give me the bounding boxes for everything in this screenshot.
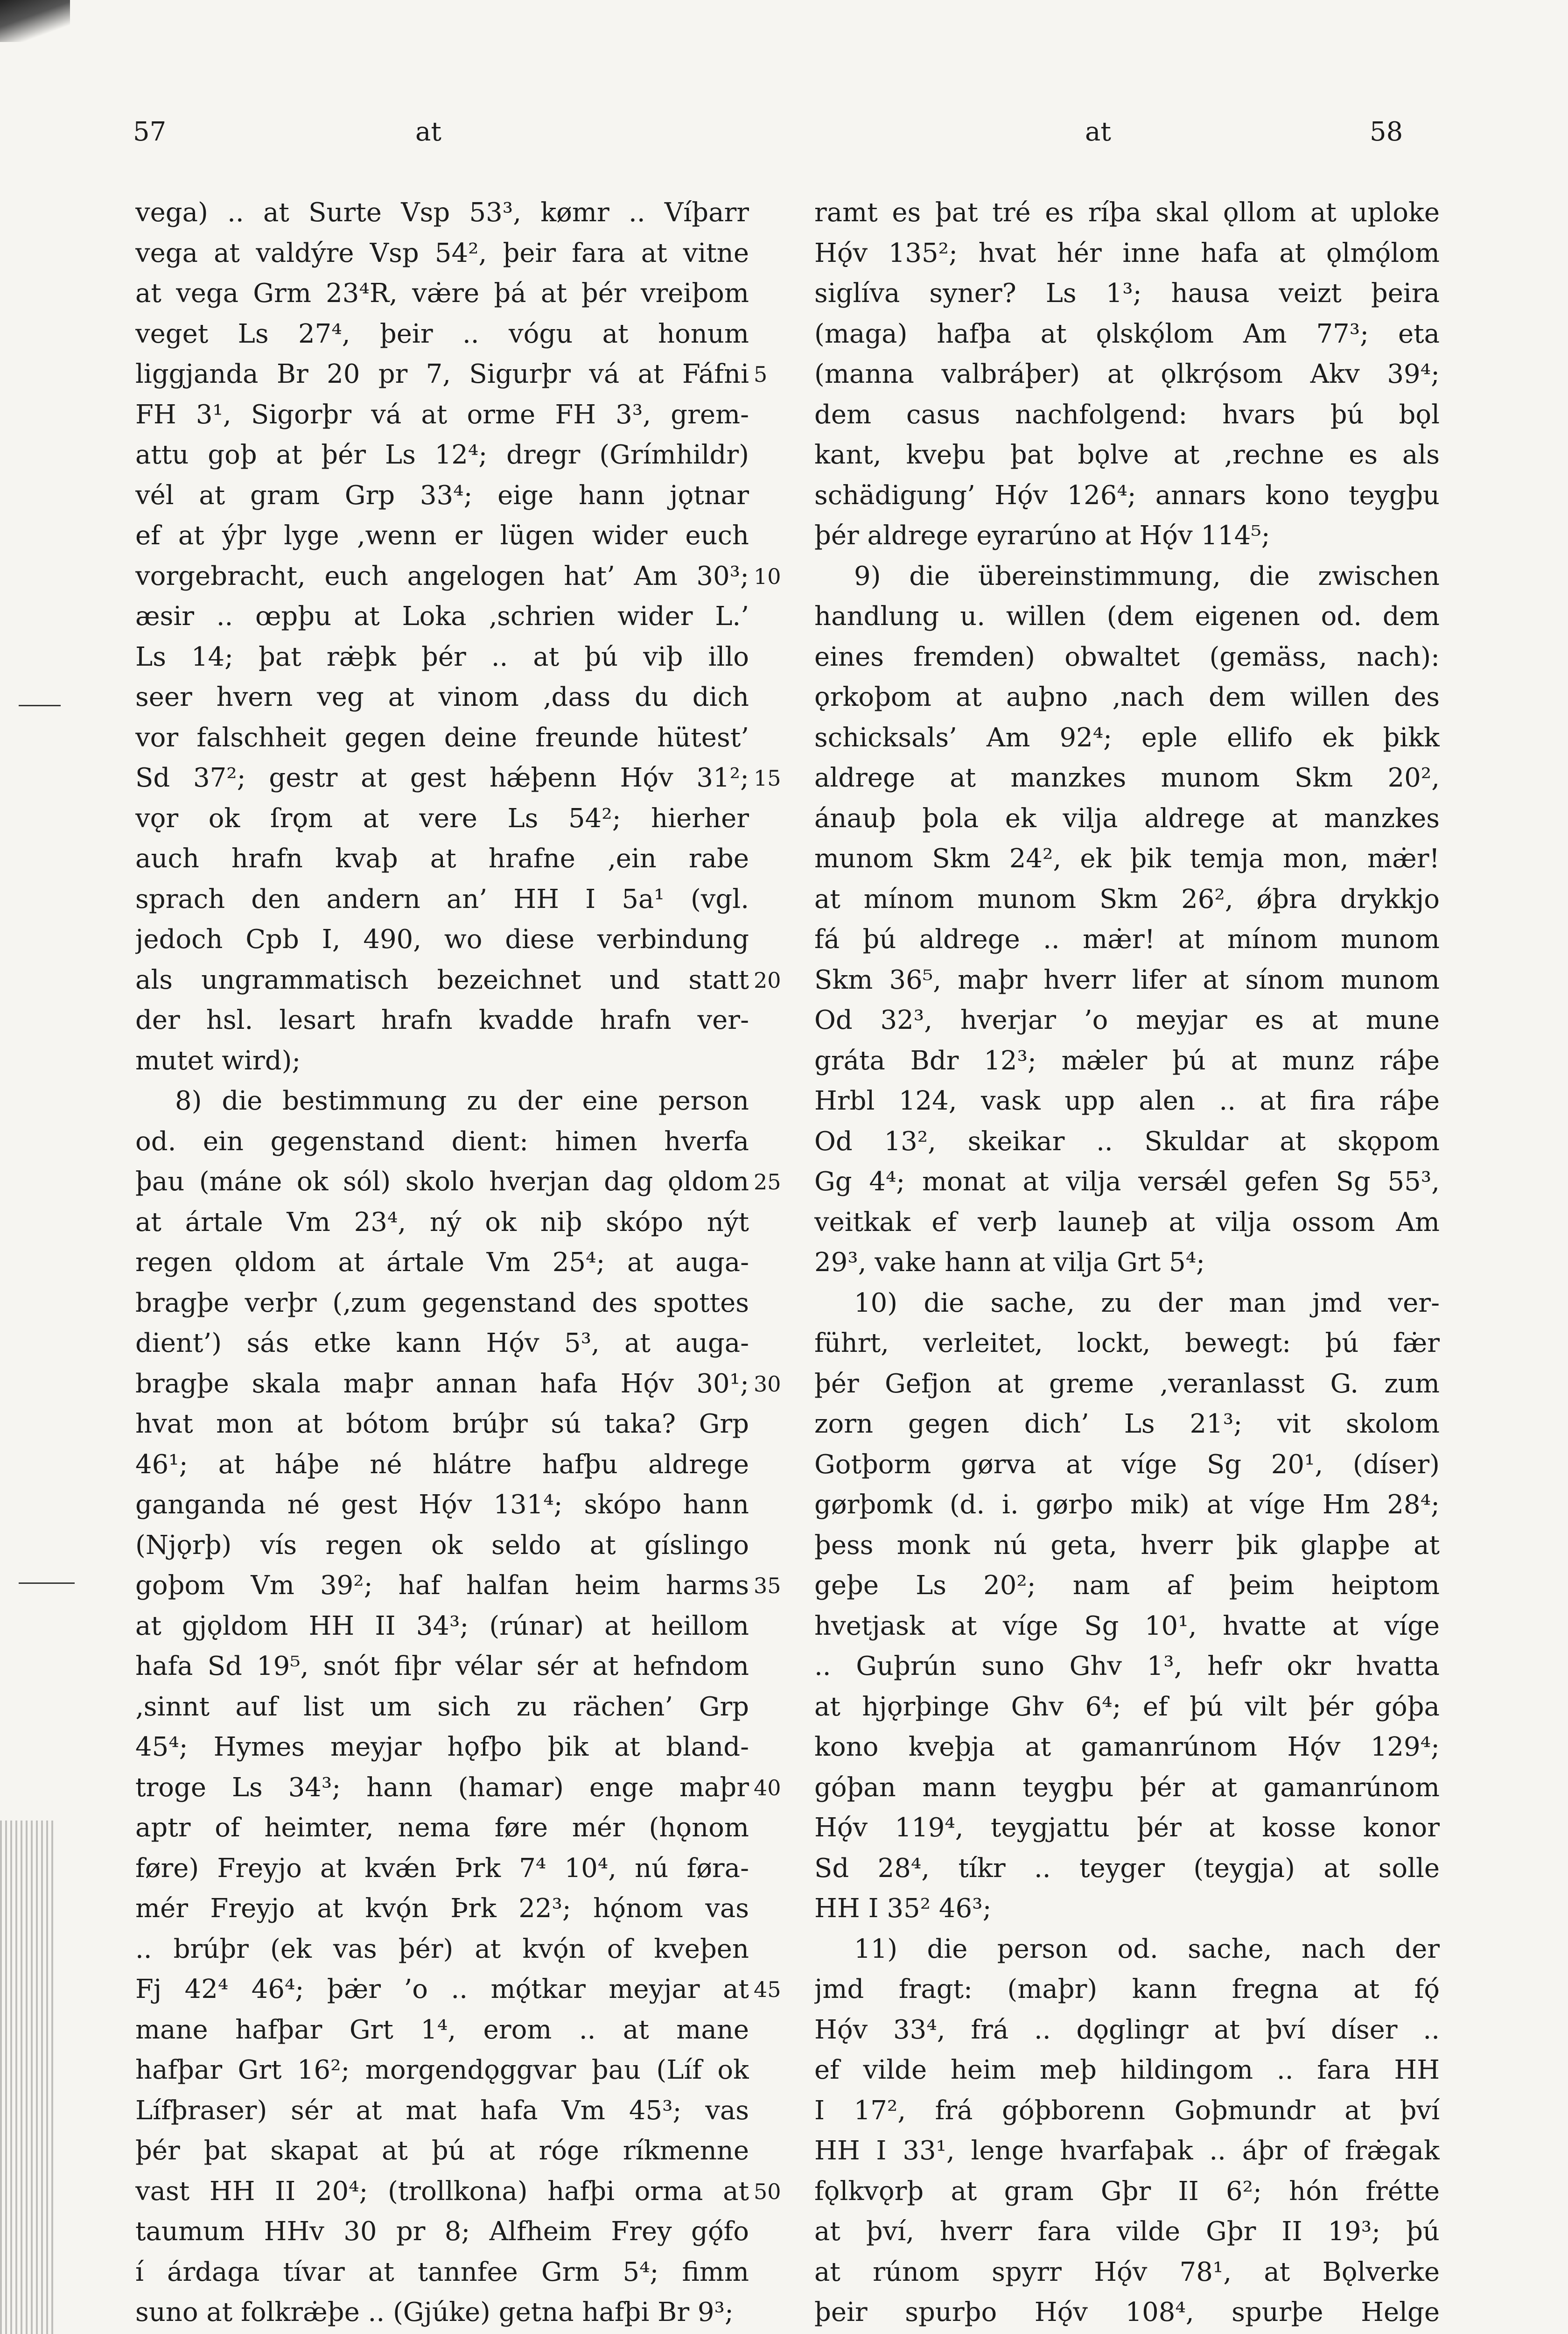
text-line: seer hvern veg at vinom ‚dass du dich [135, 682, 749, 712]
text-line: regen ǫldom at ártale Vm 25⁴; at auga- [135, 1247, 749, 1278]
margin-tick [19, 1582, 75, 1584]
text-line: ef vilde heim meþ hildingom .. fara HH [814, 2055, 1440, 2085]
headword-left: at [415, 117, 441, 147]
text-line: (maga) hafþa at ǫlskǫ́lom Am 77³; eta [814, 318, 1440, 349]
text-line: 8) die bestimmung zu der eine person [175, 1086, 749, 1116]
text-line: hafa Sd 19⁵, snót fiþr vélar sér at hefndom [135, 1651, 749, 1681]
text-line: at mínom munom Skm 26², ǿþra drykkjo [814, 884, 1440, 914]
line-number: 10 [754, 563, 781, 589]
text-line: hafþar Grt 16²; morgendǫggvar þau (Líf ok [135, 2055, 749, 2085]
text-line: ramt es þat tré es ríþa skal ǫllom at uploke [814, 197, 1440, 228]
text-line: at gjǫldom HH II 34³; (rúnar) at heillom [135, 1610, 749, 1641]
left-text-column [135, 193, 749, 2333]
text-line: Od 13², skeikar .. Skuldar at skǫpom [814, 1126, 1440, 1157]
text-line: mutet wird); [135, 1045, 301, 1076]
text-line: 10) die sache, zu der man jmd ver- [854, 1287, 1440, 1318]
line-number: 20 [754, 967, 781, 993]
text-line: þau (máne ok sól) skolo hverjan dag ǫldom [135, 1167, 749, 1197]
text-line: als ungrammatisch bezeichnet und statt [135, 964, 749, 995]
text-line: 46¹; at háþe né hlátre hafþu aldrege [135, 1449, 749, 1480]
text-line: Fj 42⁴ 46⁴; þæ̇r ’o .. mǫ́tkar meyjar at [135, 1974, 749, 2004]
text-line: þér aldrege eyrarúno at Hǫ́v 114⁵; [814, 520, 1270, 551]
text-line: góþan mann teygþu þér at gamanrúnom [814, 1772, 1440, 1803]
text-line: mane hafþar Grt 1⁴, erom .. at mane [135, 2014, 749, 2045]
text-line: schädigung’ Hǫ́v 126⁴; annars kono teygþu [814, 480, 1440, 511]
text-line: auch hrafn kvaþ at hrafne ‚ein rabe [135, 844, 749, 874]
line-number: 45 [754, 1977, 781, 2002]
text-line: gráta Bdr 12³; mæ̇ler þú at munz ráþe [814, 1045, 1440, 1076]
text-line: Hǫ́v 119⁴, teygjattu þér at kosse konor [814, 1813, 1440, 1843]
text-line: veget Ls 27⁴, þeir .. vógu at honum [135, 318, 749, 349]
binding-edge-shadow [0, 1821, 56, 2334]
page-number-left: 57 [133, 117, 167, 147]
text-line: at því, hverr fara vilde Gþr II 19³; þú [814, 2216, 1440, 2247]
text-line: eines fremden) obwaltet (gemäss, nach): [814, 641, 1440, 672]
text-line: Ls 14; þat ræ̇þk þér .. at þú viþ illo [135, 641, 749, 672]
text-line: kant, kveþu þat bǫlve at ‚rechne es als [814, 440, 1440, 470]
text-line: Hǫ́v 135²; hvat hér inne hafa at ǫlmǫ́lom [814, 238, 1440, 268]
text-line: (Njǫrþ) vís regen ok seldo at gíslingo [135, 1530, 749, 1561]
text-line: at ártale Vm 23⁴, ný ok niþ skópo nýt [135, 1207, 749, 1237]
text-line: bragþe skala maþr annan hafa Hǫ́v 30¹; [135, 1368, 749, 1399]
text-line: vega at valdýre Vsp 54², þeir fara at vitne [135, 238, 749, 268]
text-line: attu goþ at þér Ls 12⁴; dregr (Grímhildr) [135, 440, 749, 470]
text-line: 11) die person od. sache, nach der [854, 1933, 1440, 1964]
text-line: dem casus nachfolgend: hvars þú bǫl [814, 399, 1440, 430]
text-line: ánauþ þola ek vilja aldrege at manzkes [814, 803, 1440, 834]
page-number-right: 58 [1370, 117, 1403, 147]
text-line: handlung u. willen (dem eigenen od. dem [814, 601, 1440, 632]
text-line: der hsl. lesart hrafn kvadde hrafn ver- [135, 1005, 749, 1035]
text-line: munom Skm 24², ek þik temja mon, mæ̇r! [814, 844, 1440, 874]
text-line: at rúnom spyrr Hǫ́v 78¹, at Bǫlverke [814, 2257, 1440, 2287]
text-line: schicksals’ Am 92⁴; eple ellifo ek þikk [814, 722, 1440, 753]
text-line: þér Gefjon at greme ‚veranlasst G. zum [814, 1368, 1440, 1399]
text-line: ganganda né gest Hǫ́v 131⁴; skópo hann [135, 1490, 749, 1520]
text-line: æsir .. œpþu at Loka ‚schrien wider L.’ [135, 601, 749, 632]
text-line: Hrbl 124, vask upp alen .. at fira ráþe [814, 1086, 1440, 1116]
text-line: mér Freyjo at kvǫ́n Þrk 22³; hǫ́nom vas [135, 1893, 749, 1924]
text-line: vél at gram Grp 33⁴; eige hann jǫtnar [135, 480, 749, 511]
text-line: gørþomk (d. i. gørþo mik) at víge Hm 28⁴; [814, 1490, 1440, 1520]
text-line: .. Guþrún suno Ghv 1³, hefr okr hvatta [814, 1651, 1440, 1681]
running-header [0, 117, 1568, 163]
text-line: aldrege at manzkes munom Skm 20², [814, 763, 1440, 793]
text-line: hvetjask at víge Sg 10¹, hvatte at víge [814, 1610, 1440, 1641]
text-line: føre) Freyjo at kvǽn Þrk 7⁴ 10⁴, nú føra- [135, 1853, 749, 1884]
right-text-column [814, 193, 1440, 2333]
text-line: ‚sinnt auf list um sich zu rächen’ Grp [135, 1691, 749, 1722]
text-line: þér þat skapat at þú at róge ríkmenne [135, 2136, 749, 2166]
text-line: suno at folkræ̇þe .. (Gjúke) getna hafþi Br 9³; [135, 2297, 734, 2327]
line-number: 35 [754, 1573, 781, 1598]
margin-tick [19, 705, 61, 706]
text-line: Sd 28⁴, tíkr .. teyger (teygja) at solle [814, 1853, 1440, 1884]
text-line: bragþe verþr (‚zum gegenstand des spottes [135, 1287, 749, 1318]
text-line: HH I 33¹, lenge hvarfaþak .. áþr of fræ̇gak [814, 2136, 1440, 2166]
text-line: Sd 37²; gestr at gest hǽþenn Hǫ́v 31²; [135, 763, 749, 793]
text-line: Gg 4⁴; monat at vilja versǽl gefen Sg 55³, [814, 1167, 1440, 1197]
text-line: 45⁴; Hymes meyjar hǫfþo þik at bland- [135, 1732, 749, 1762]
text-line: zorn gegen dich’ Ls 21³; vit skolom [814, 1409, 1440, 1439]
text-line: (manna valbráþer) at ǫlkrǫ́som Akv 39⁴; [814, 359, 1440, 389]
text-line: sprach den andern an’ HH I 5a¹ (vgl. [135, 884, 749, 914]
text-line: vǫr ok ſrǫm at vere Ls 54²; hierher [135, 803, 749, 834]
text-line: at hjǫrþinge Ghv 6⁴; ef þú vilt þér góþa [814, 1691, 1440, 1722]
text-line: Lífþraser) sér at mat hafa Vm 45³; vas [135, 2095, 749, 2126]
text-line: þess monk nú geta, hverr þik glapþe at [814, 1530, 1440, 1561]
text-line: troge Ls 34³; hann (hamar) enge maþr [135, 1772, 749, 1803]
text-line: veitkak ef verþ launeþ at vilja ossom Am [814, 1207, 1440, 1237]
text-line: Gotþorm gørva at víge Sg 20¹, (díser) [814, 1449, 1440, 1480]
text-line: Od 32³, hverjar ’o meyjar es at mune [814, 1005, 1440, 1035]
headword-right: at [1085, 117, 1111, 147]
text-line: Skm 36⁵, maþr hverr lifer at sínom munom [814, 964, 1440, 995]
text-line: vorgebracht, euch angelogen hat’ Am 30³; [135, 561, 749, 591]
text-line: 9) die übereinstimmung, die zwischen [854, 561, 1440, 591]
text-line: führt, verleitet, lockt, bewegt: þú fæ̇r [814, 1328, 1440, 1358]
text-line: ef at ýþr lyge ‚wenn er lügen wider euch [135, 520, 749, 551]
text-line: geþe Ls 20²; nam af þeim heiptom [814, 1570, 1440, 1601]
text-line: dient’) sás etke kann Hǫ́v 5³, at auga- [135, 1328, 749, 1358]
text-line: I 17², frá góþborenn Goþmundr at því [814, 2095, 1440, 2126]
text-line: siglíva syner? Ls 1³; hausa veizt þeira [814, 278, 1440, 309]
text-line: HH I 35² 46³; [814, 1893, 992, 1924]
line-number: 50 [754, 2179, 781, 2204]
text-line: jmd fragt: (maþr) kann fregna at fǫ́ [814, 1974, 1440, 2004]
text-line: Hǫ́v 33⁴, frá .. dǫglingr at því díser .. [814, 2014, 1440, 2045]
line-number: 15 [754, 766, 781, 791]
text-line: at vega Grm 23⁴R, væ̇re þá at þér vreiþom [135, 278, 749, 309]
text-line: 29³, vake hann at vilja Grt 5⁴; [814, 1247, 1205, 1278]
text-line: fǫlkvǫrþ at gram Gþr II 6²; hón frétte [814, 2176, 1440, 2207]
text-line: aptr of heimter, nema føre mér (hǫnom [135, 1813, 749, 1843]
line-number: 40 [754, 1775, 781, 1800]
text-line: fá þú aldrege .. mæ̇r! at mínom munom [814, 924, 1440, 955]
text-line: hvat mon at bótom brúþr sú taka? Grp [135, 1409, 749, 1439]
text-line: taumum HHv 30 pr 8; Alfheim Frey gǫ́fo [135, 2216, 749, 2247]
text-line: vor falschheit gegen deine freunde hütest’ [135, 722, 749, 753]
text-line: FH 3¹, Sigorþr vá at orme FH 3³, grem- [135, 399, 749, 430]
text-line: ǫrkoþom at auþno ‚nach dem willen des [814, 682, 1440, 712]
line-number: 5 [754, 362, 768, 387]
text-line: vega) .. at Surte Vsp 53³, kømr .. Víþarr [135, 197, 749, 228]
page-corner-mark [0, 0, 70, 42]
text-line: í árdaga tívar at tannfee Grm 5⁴; fimm [135, 2257, 749, 2287]
text-line: vast HH II 20⁴; (trollkona) hafþi orma at [135, 2176, 749, 2207]
text-line: od. ein gegenstand dient: himen hverfa [135, 1126, 749, 1157]
line-number: 30 [754, 1371, 781, 1397]
line-number: 25 [754, 1169, 781, 1195]
text-line: kono kveþja at gamanrúnom Hǫ́v 129⁴; [814, 1732, 1440, 1762]
text-line: .. brúþr (ek vas þér) at kvǫ́n of kveþen [135, 1933, 749, 1964]
text-line: jedoch Cpb I, 490, wo diese verbindung [135, 924, 749, 955]
text-line: liggjanda Br 20 pr 7, Sigurþr vá at Fáfni [135, 359, 749, 389]
text-line: goþom Vm 39²; haf halfan heim harms [135, 1570, 749, 1601]
text-line: þeir spurþo Hǫ́v 108⁴, spurþe Helge [814, 2297, 1440, 2327]
